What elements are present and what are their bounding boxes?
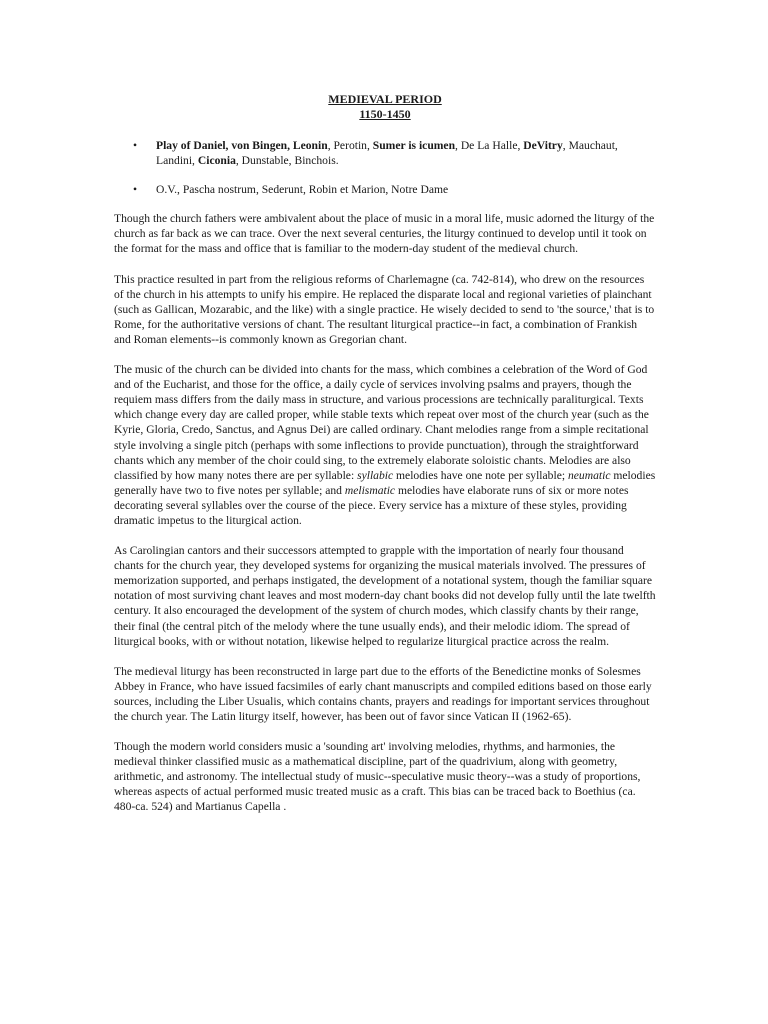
composer-list [114,138,656,197]
paragraph-text: The medieval liturgy has been reconstructed in large part due to the efforts of the Benedictine monks of Solesmes Abbey in France, who have issued facsimiles of early chant manuscripts and compiled editions based on those early sources, including the Liber Usualis, which contains chants, prayers and readings for important services throughout the church year. The Latin liturgy itself, however, has been out of favor since Vatican II (1962-65). [114,664,652,723]
paragraph [114,211,656,256]
list-text: O.V., Pascha nostrum, Sederunt, Robin et Marion, Notre Dame [156,183,449,197]
paragraph-text: melodies generally have two to five notes per syllable; and [114,468,656,497]
list-item [114,182,656,197]
paragraph-text: The music of the church can be divided into chants for the mass, which combines a celebration of the Word of God and of the Eucharist, and those for the office, a daily cycle of services involving psalms and prayers, though the requiem mass differs from the daily mass in structure, and various processions are technically paraliturgical. Texts which change every day are called proper, while stable texts which repeat over most of the church year (such as the Kyrie, Gloria, Credo, Sanctus, and Agnus Dei) are called ordinary. Chant melodies range from a simple recitational style involving a single pitch (perhaps with some inflections to provide punctuation), through the straightforward chants which any member of the choir could sing, to the extremely elaborate soloistic chants. Melodies are also classified by how many notes there are per syllable: [114,363,649,482]
paragraph-text: As Carolingian cantors and their successors attempted to grapple with the importation of nearly four thousand chants for the church year, they developed systems for organizing the musical materials involved. The pressures of memorization supported, and perhaps instigated, the development of a notational system, though the familiar square notation of most surviving chant leaves and most modern-day chant books did not develop fully until the late twelfth century. It also encouraged the development of the system of church modes, which classify chants by their range, their final (the central pitch of the melody where the tune usually ends), and their melodic idiom. The spread of liturgical books, with or without notation, likewise helped to regularize liturgical practice across the realm. [114,544,656,648]
paragraph [114,362,656,528]
paragraph-text: melodies have elaborate runs of six or more notes decorating several syllables over the course of the piece. Every service has a mixture of these styles, providing dramatic impetus to the liturgical action. [114,483,629,527]
list-text: , De La Halle, [455,139,524,152]
document-page [114,92,656,830]
term-melismatic: melismatic [344,483,396,497]
paragraph-text: Though the modern world considers music a 'sounding art' involving melodies, rhythms, and harmonies, the medieval thinker classified music as a mathematical discipline, part of the quadrivium, along with geometry, arithmetic, and astronomy. The intellectual study of music--speculative music theory--was a study of proportions, whereas aspects of actual performed music treated music as a craft. This bias can be traced back to Boethius (ca. 480-ca. 524) and Martianus Capella . [114,740,641,814]
paragraph-text: Though the church fathers were ambivalent about the place of music in a moral life, music adorned the liturgy of the church as far back as we can trace. Over the next several centuries, the liturgy continued to develop until it took on the format for the mass and office that is familiar to the modern-day student of the medieval church. [114,212,655,256]
list-text-bold: Ciconia [197,154,236,168]
paragraph-text: This practice resulted in part from the religious reforms of Charlemagne (ca. 742-814), who drew on the resources of the church in his attempts to unify his empire. He replaced the disparate local and regional varieties of plainchant (such as Gallican, Mozarabic, and the like) with a single practice. He wisely decided to send to 'the source,' that is to Rome, for the authoritative versions of chant. The resultant liturgical practice--in fact, a combination of Frankish and Roman elements--is commonly known as Gregorian chant. [114,272,655,346]
term-syllabic: syllabic [357,468,394,482]
list-text: , Perotin, [327,139,373,152]
document-dates: 1150-1450 [359,107,411,121]
list-text: , Dunstable, Binchois. [235,154,339,168]
paragraph [114,739,656,814]
list-text-bold: DeVitry [523,139,563,152]
list-item [114,138,656,168]
paragraph-text: melodies have one note per syllable; [393,468,568,482]
list-text-bold: Play of Daniel, von Bingen, Leonin [156,139,328,152]
paragraph [114,543,656,649]
list-text-bold: Sumer is icumen [372,139,456,152]
document-title: MEDIEVAL PERIOD [328,92,442,106]
paragraph [114,664,656,724]
term-neumatic: neumatic [567,468,611,482]
bullet-icon: • [133,183,138,197]
paragraph [114,272,656,347]
list-text: , Mauchaut, Landini, [156,139,618,168]
bullet-icon: • [133,139,138,152]
